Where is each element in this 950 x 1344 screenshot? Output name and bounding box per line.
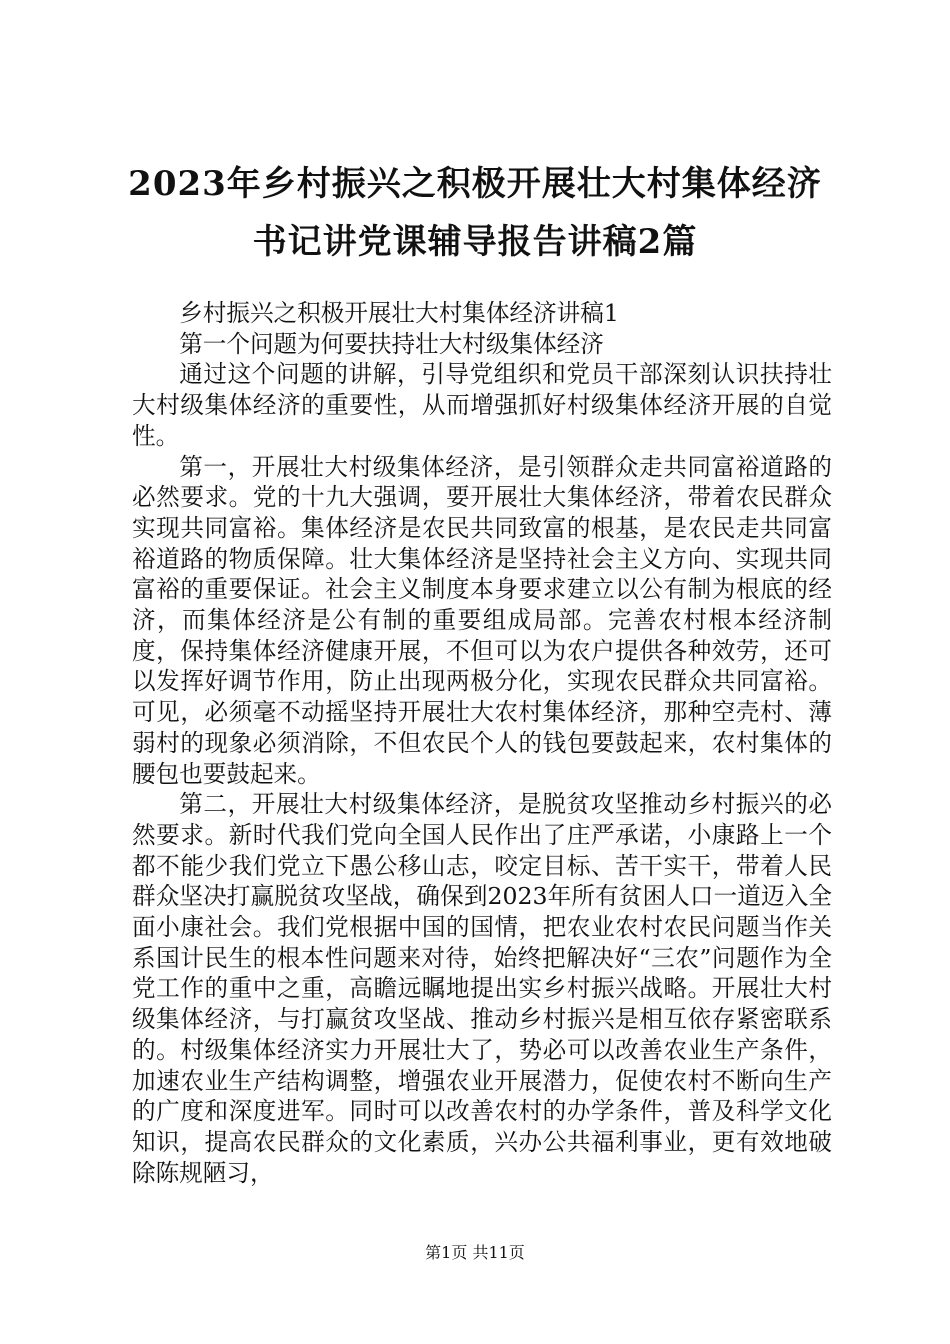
document-title-line-1: 2023年乡村振兴之积极开展壮大村集体经济 — [128, 164, 822, 204]
document-title-line-2: 书记讲党课辅导报告讲稿2篇 — [252, 222, 698, 262]
body-paragraph: 通过这个问题的讲解，引导党组织和党员干部深刻认识扶持壮大村级集体经济的重要性，从而增强抓好村级集体经济开展的自觉性。 — [132, 360, 832, 450]
document-body — [132, 298, 832, 1188]
page-footer: 第1页 共11页 — [425, 1243, 525, 1262]
body-paragraph: 第二，开展壮大村级集体经济，是脱贫攻坚推动乡村振兴的必然要求。新时代我们党向全国人民作出了庄严承诺，小康路上一个都不能少我们党立下愚公移山志，咬定目标、苦干实干，带着人民群众坚决打赢脱贫攻坚战，确保到2023年所有贫困人口一道迈入全面小康社会。我们党根据中国的国情，把农业农村农民问题当作关系国计民生的根本性问题来对待，始终把解决好“三农”问题作为全党工作的重中之重，高瞻远瞩地提出实乡村振兴战略。开展壮大村级集体经济，与打赢贫攻坚战、推动乡村振兴是相互依存紧密联系的。村级集体经济实力开展壮大了，势必可以改善农业生产条件，加速农业生产结构调整，增强农业开展潜力，促使农村不断向生产的广度和深度进军。同时可以改善农村的办学条件，普及科学文化知识，提高农民群众的文化素质，兴办公共福利事业，更有效地破除陈规陋习， — [132, 790, 832, 1187]
body-paragraph: 第一，开展壮大村级集体经济，是引领群众走共同富裕道路的必然要求。党的十九大强调，要开展壮大集体经济，带着农民群众实现共同富裕。集体经济是农民共同致富的根基，是农民走共同富裕道路的物质保障。壮大集体经济是坚持社会主义方向、实现共同富裕的重要保证。社会主义制度本身要求建立以公有制为根底的经济，而集体经济是公有制的重要组成局部。完善农村根本经济制度，保持集体经济健康开展，不但可以为农户提供各种效劳，还可以发挥好调节作用，防止出现两极分化，实现农民群众共同富裕。可见，必须毫不动摇坚持开展壮大农村集体经济，那种空壳村、薄弱村的现象必须消除，不但农民个人的钱包要鼓起来，农村集体的腰包也要鼓起来。 — [132, 452, 832, 788]
question-heading: 第一个问题为何要扶持壮大村级集体经济 — [179, 329, 604, 358]
section-heading: 乡村振兴之积极开展壮大村集体经济讲稿1 — [179, 299, 619, 327]
